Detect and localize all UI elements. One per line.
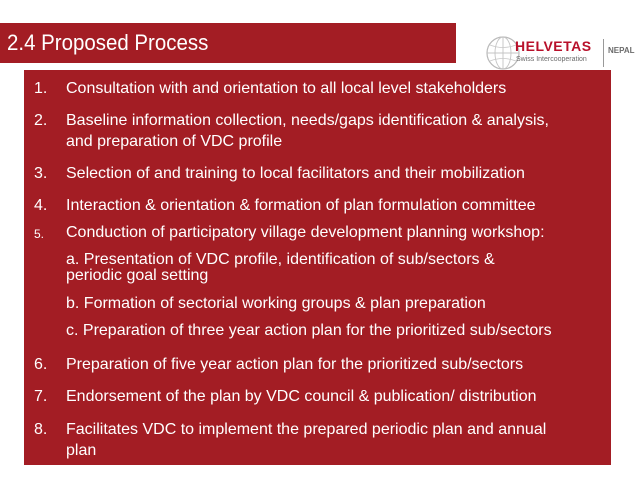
logo-country: NEPAL xyxy=(608,46,635,55)
item-text: plan xyxy=(66,442,97,459)
item-number: 2. xyxy=(34,112,48,129)
logo-tagline: Swiss Intercooperation xyxy=(516,56,587,63)
item-number: 1. xyxy=(34,80,48,97)
item-number: 8. xyxy=(34,421,48,438)
item-text: Baseline information collection, needs/gaps identification & analysis, xyxy=(66,112,549,129)
logo-divider xyxy=(603,39,604,67)
item-number: 7. xyxy=(34,388,48,405)
item-text: Conduction of participatory village development planning workshop: xyxy=(66,224,545,241)
item-text: Endorsement of the plan by VDC council & publication/ distribution xyxy=(66,388,537,405)
slide-title: 2.4 Proposed Process xyxy=(7,30,209,55)
sub-item: c. Preparation of three year action plan for the prioritized sub/sectors xyxy=(66,322,552,339)
content-box xyxy=(24,70,611,465)
item-text: Selection of and training to local facilitators and their mobilization xyxy=(66,165,525,182)
item-number: 6. xyxy=(34,356,48,373)
item-text: Facilitates VDC to implement the prepared periodic plan and annual xyxy=(66,421,547,438)
sub-item: a. Presentation of VDC profile, identification of sub/sectors & xyxy=(66,251,495,268)
sub-item-continuation: periodic goal setting xyxy=(66,267,209,284)
sub-item: b. Formation of sectorial working groups & plan preparation xyxy=(66,295,486,312)
item-text: Interaction & orientation & formation of plan formulation committee xyxy=(66,197,536,214)
logo-brand: HELVETAS xyxy=(515,38,592,54)
item-text: Consultation with and orientation to all local level stakeholders xyxy=(66,80,507,97)
item-number: 4. xyxy=(34,197,48,214)
item-text: Preparation of five year action plan for the prioritized sub/sectors xyxy=(66,356,524,373)
item-text: and preparation of VDC profile xyxy=(66,133,283,150)
item-number: 5. xyxy=(34,227,45,241)
item-number: 3. xyxy=(34,165,48,182)
